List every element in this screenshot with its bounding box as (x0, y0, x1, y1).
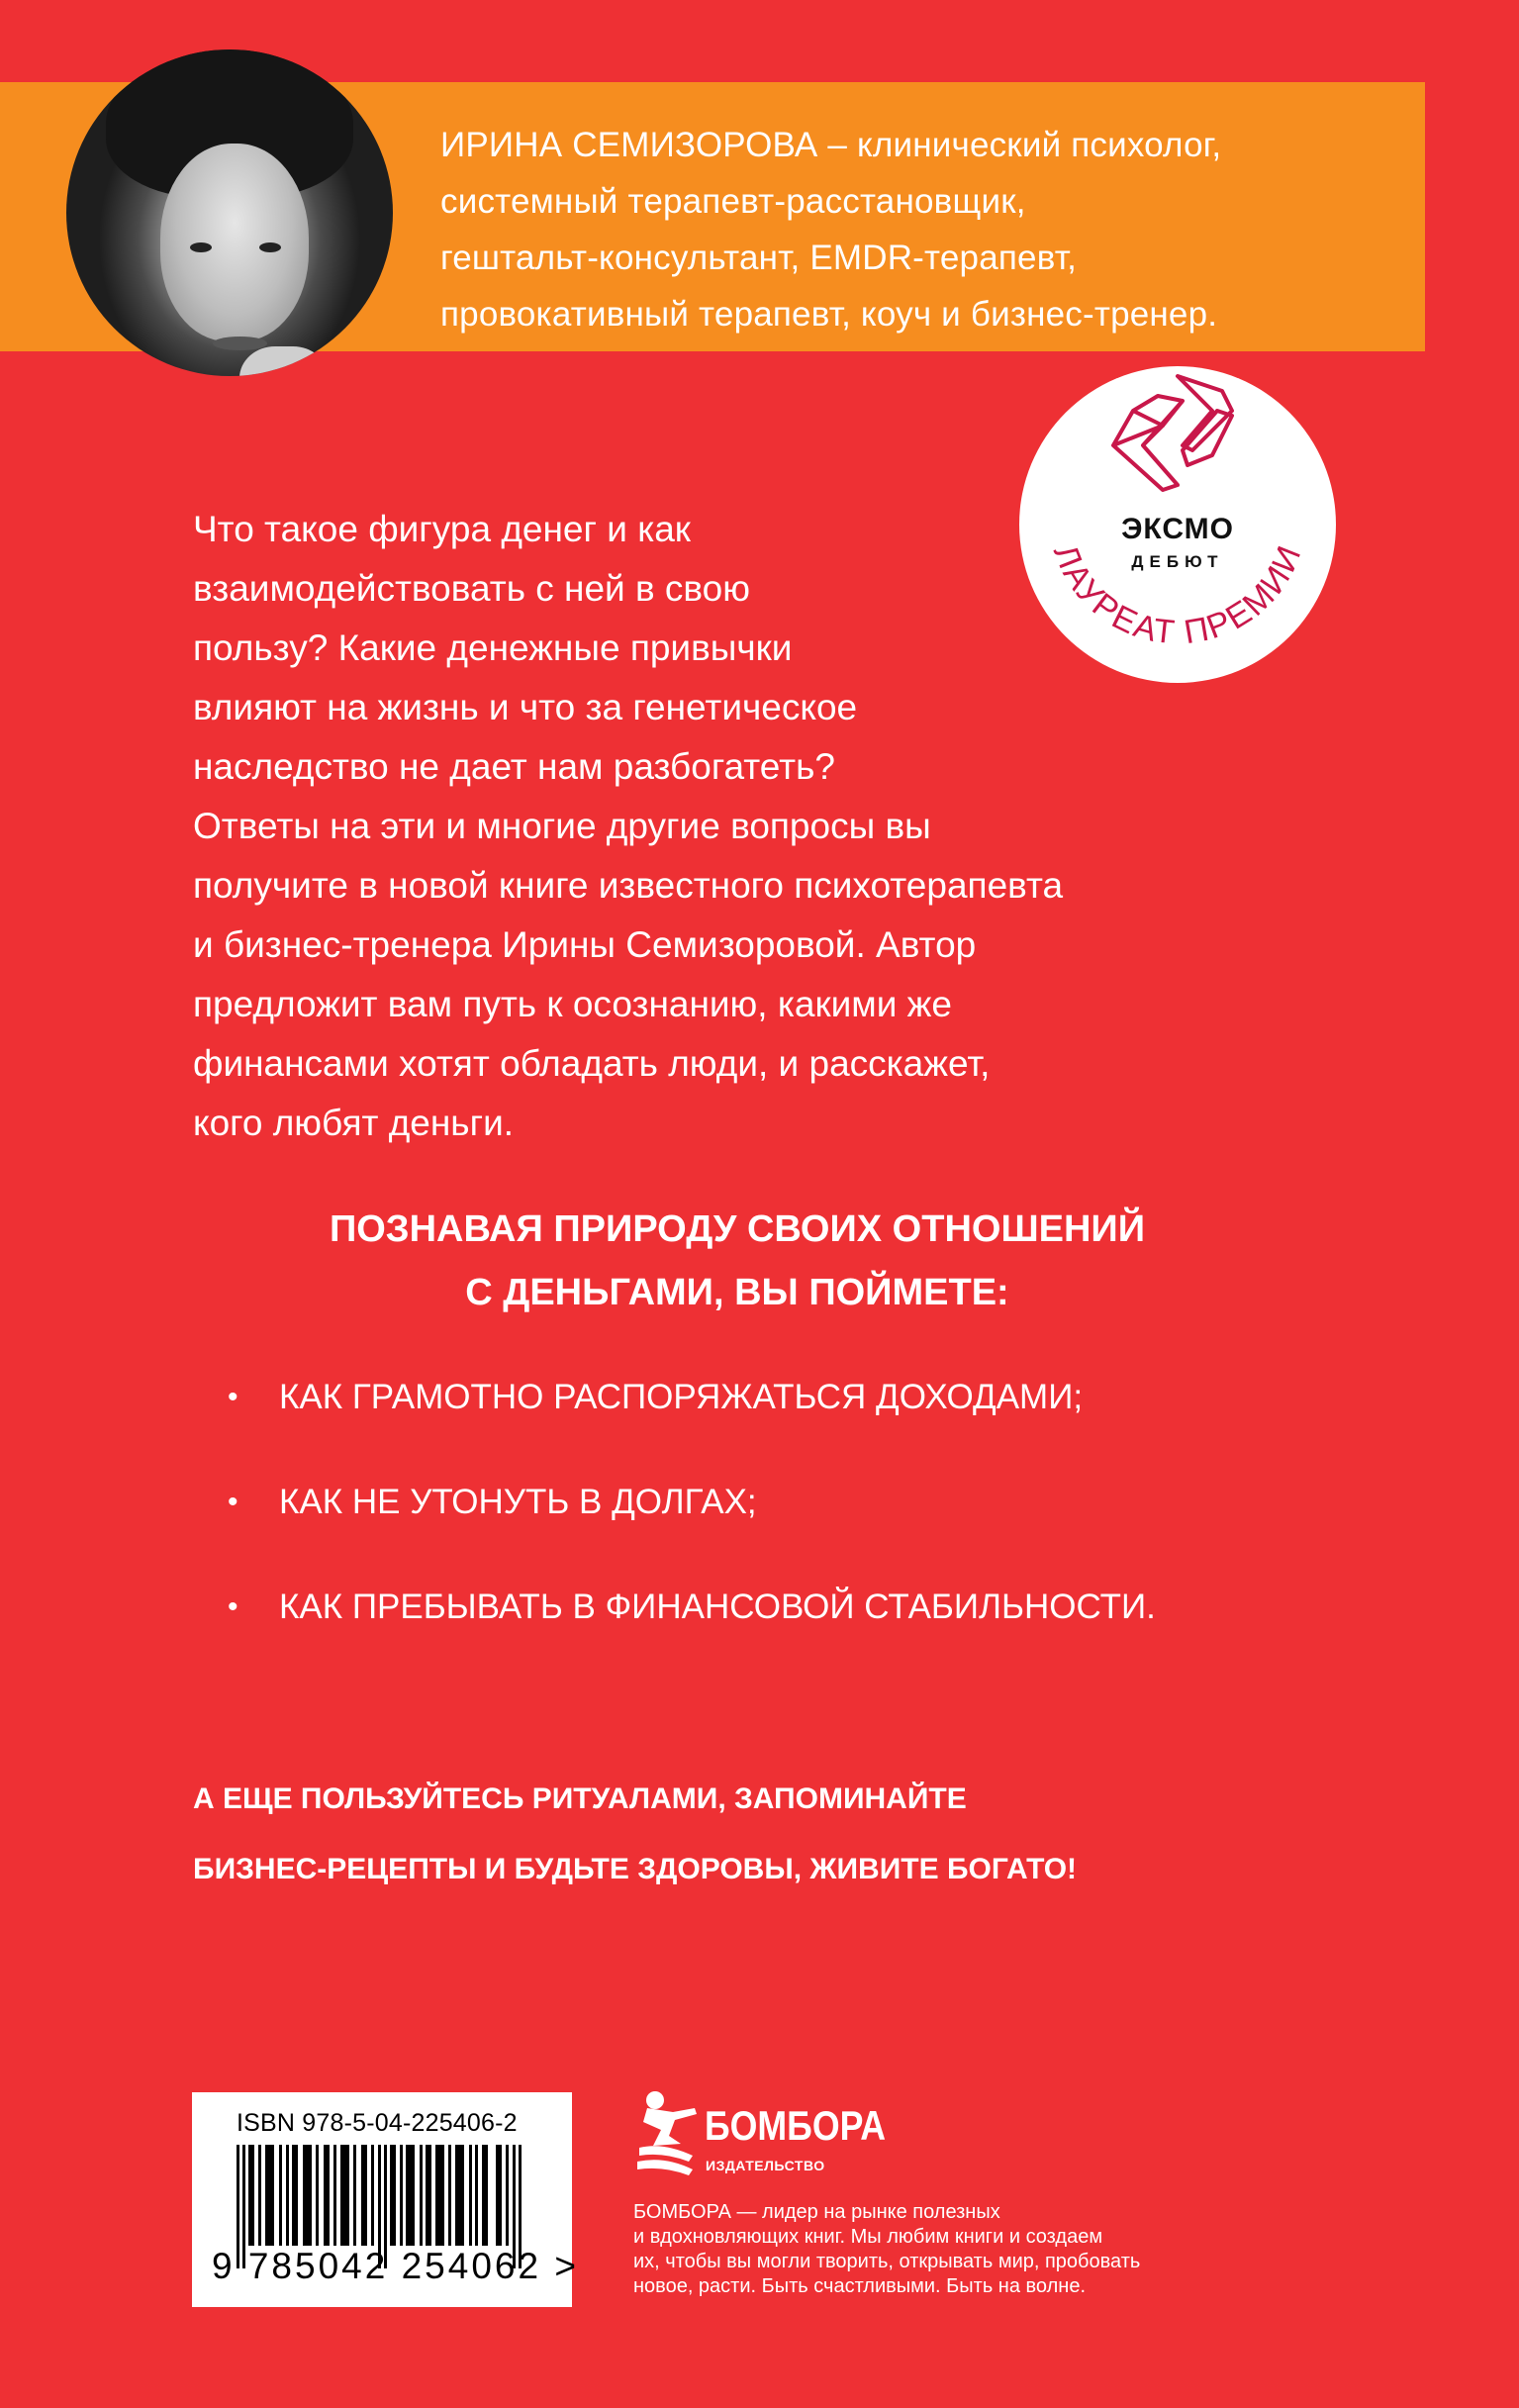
description-line: кого любят деньги. (193, 1103, 515, 1143)
benefits-heading: ПОЗНАВАЯ ПРИРОДУ СВОИХ ОТНОШЕНИЙ С ДЕНЬГАМИ, ВЫ ПОЙМЕТЕ: (329, 1208, 1146, 1313)
description-line: финансами хотят обладать люди, и расскажет, (193, 1043, 991, 1084)
photo-lips (213, 337, 267, 350)
publisher-logo (633, 2086, 930, 2185)
description-line: взаимодействовать с ней в свою (193, 568, 751, 609)
isbn-label: ISBN 978-5-04-225406-2 (237, 2109, 518, 2137)
badge-sub: ДЕБЮТ (1131, 552, 1224, 571)
description-line: Ответы на эти и многие другие вопросы вы (193, 806, 931, 846)
bullet-icon: • (228, 1381, 238, 1413)
description-line: и бизнес-тренера Ирины Семизоровой. Автор (193, 924, 977, 965)
description-line: влияют на жизнь и что за генетическое (193, 687, 858, 727)
bio-line: провокативный терапевт, коуч и бизнес-тренер. (440, 295, 1218, 334)
description-line: Что такое фигура денег и как (193, 509, 691, 549)
closing-callout: А ЕЩЕ ПОЛЬЗУЙТЕСЬ РИТУАЛАМИ, ЗАПОМИНАЙТЕ БИЗНЕС-РЕЦЕПТЫ И БУДЬТЕ ЗДОРОВЫ, ЖИВИТЕ БОГАТО! (193, 1782, 1078, 1885)
publisher-tag: ИЗДАТЕЛЬСТВО (706, 2158, 825, 2173)
bio-line: системный терапевт-расстановщик, (440, 182, 1026, 221)
isbn-barcode (192, 2092, 579, 2307)
bio-line: ИРИНА СЕМИЗОРОВА – клинический психолог, (440, 126, 1222, 164)
photo-face (160, 144, 309, 341)
benefit-item: • КАК ГРАМОТНО РАСПОРЯЖАТЬСЯ ДОХОДАМИ; (228, 1376, 1316, 1481)
bullet-icon: • (228, 1590, 238, 1623)
bio-line: гештальт-консультант, EMDR-терапевт, (440, 239, 1077, 277)
publisher-name: БОМБОРА (705, 2102, 887, 2149)
photo-eye-left (190, 242, 212, 252)
description-line: предложит вам путь к осознанию, какими же (193, 984, 953, 1024)
description-line: пользу? Какие денежные привычки (193, 627, 793, 668)
benefits-list (228, 1376, 1316, 1690)
bullet-icon: • (228, 1486, 238, 1518)
photo-hand (239, 346, 329, 376)
publisher-description: БОМБОРА — лидер на рынке полезных и вдохновляющих книг. Мы любим книги и создаем их, чтобы вы могли творить, открывать мир, пробовать новое, расти. Быть счастливыми. Быть на волне. (633, 2201, 1141, 2297)
description-line: наследство не дает нам разбогатеть? (193, 746, 835, 787)
badge-brand: ЭКСМО (1121, 513, 1234, 545)
barcode-digits: 9 785042 254062 > (212, 2246, 579, 2286)
benefit-item: • КАК НЕ УТОНУТЬ В ДОЛГАХ; (228, 1481, 1316, 1586)
book-description (193, 500, 1282, 1153)
author-bio (440, 117, 1410, 342)
author-photo (66, 49, 393, 376)
photo-eye-right (259, 242, 281, 252)
description-line: получите в новой книге известного психотерапевта (193, 865, 1064, 906)
bombora-surfer-icon (633, 2086, 703, 2185)
author-name: ИРИНА СЕМИЗОРОВА (440, 126, 818, 164)
svg-text:ЛАУРЕАТ ПРЕМИИ: ЛАУРЕАТ ПРЕМИИ (1046, 538, 1310, 652)
benefit-item: • КАК ПРЕБЫВАТЬ В ФИНАНСОВОЙ СТАБИЛЬНОСТИ. (228, 1586, 1316, 1690)
